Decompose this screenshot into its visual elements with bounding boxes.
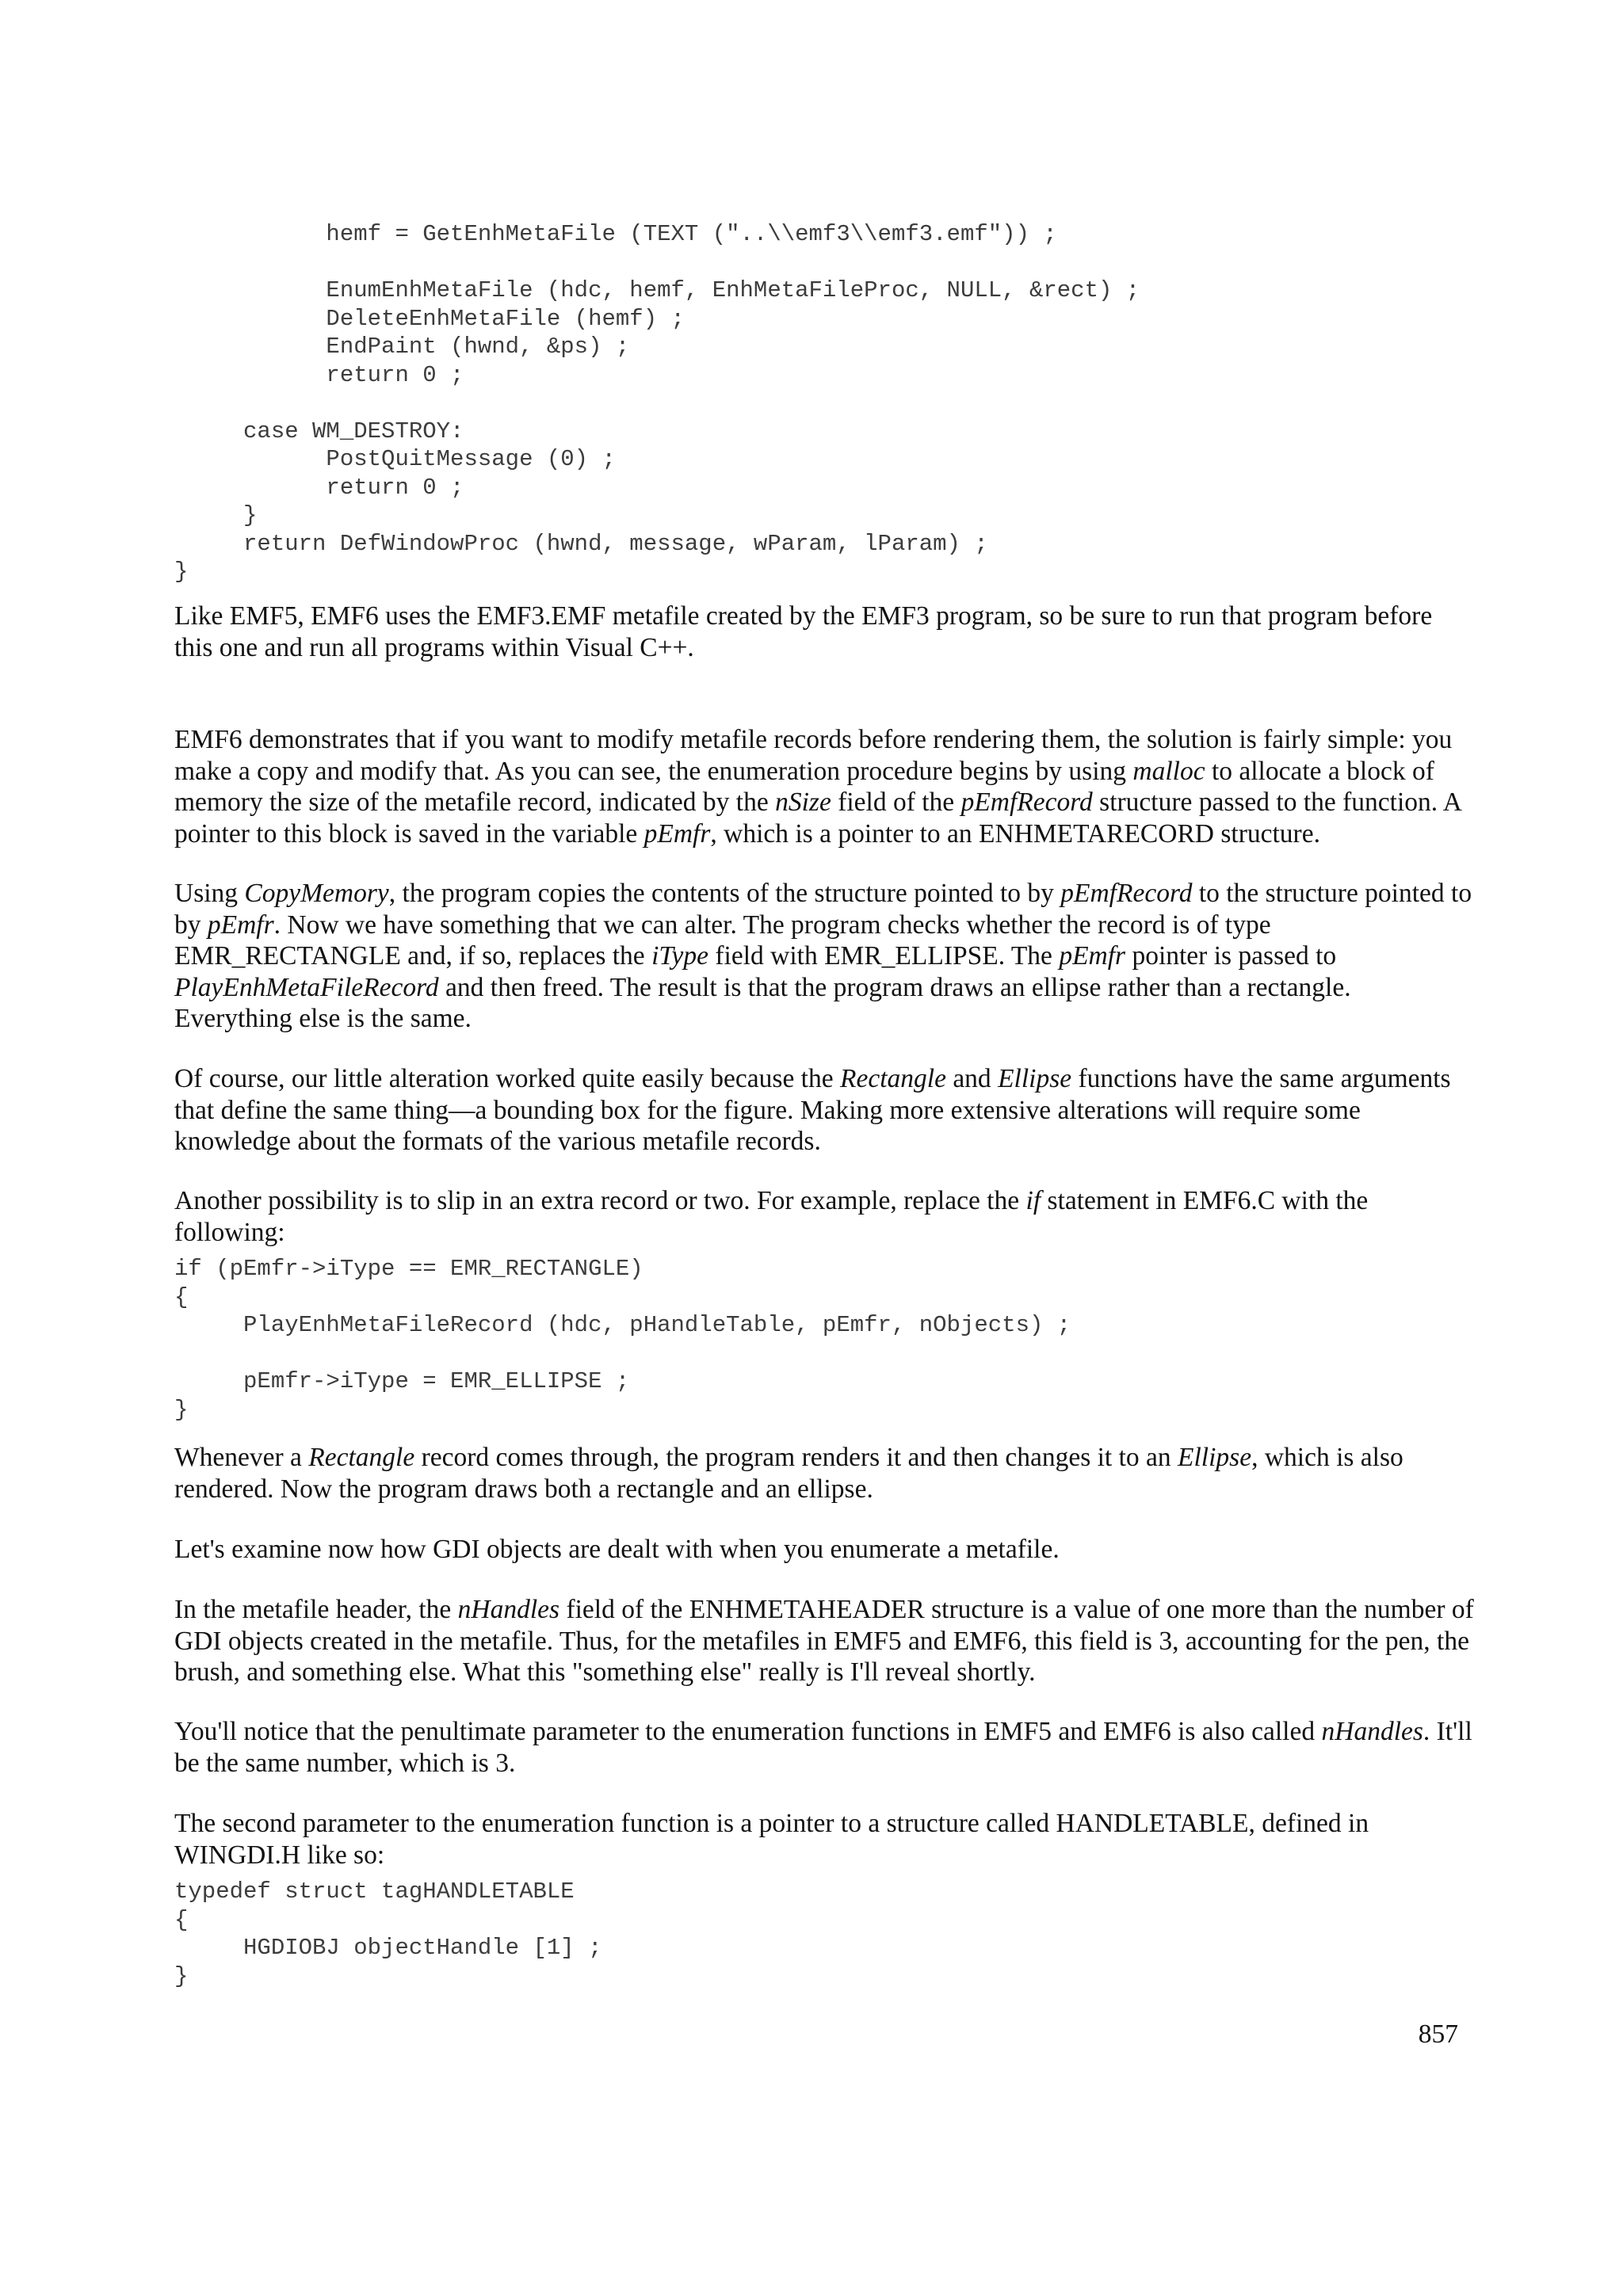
code-line: EndPaint (hwnd, &ps) ;: [174, 334, 630, 360]
code-line: }: [174, 1396, 189, 1423]
code-line: return DefWindowProc (hwnd, message, wParam, lParam) ;: [174, 530, 988, 557]
page-number: 857: [1418, 2019, 1458, 2049]
code-line: typedef struct tagHANDLETABLE: [174, 1878, 575, 1905]
code-term: iType: [651, 941, 709, 971]
code-line: [174, 249, 1140, 277]
code-term: nHandles: [1321, 1717, 1423, 1746]
paragraph-emf3-note: Like EMF5, EMF6 uses the EMF3.EMF metafile created by the EMF3 program, so be sure to run that program before this one and run all programs within Visual C++.: [174, 601, 1433, 662]
paragraph-alteration: Of course, our little alteration worked quite easily because the Rectangle and Ellipse functions have the same arguments that define the same thing—a bounding box for the figure. Making more extensive alterations will require some knowledge about the formats of the various metafile records.: [174, 1064, 1451, 1156]
code-line: }: [174, 502, 258, 528]
code-line: DeleteEnhMetaFile (hemf) ;: [174, 305, 685, 332]
code-line: {: [174, 1906, 189, 1933]
code-line: return 0 ;: [174, 361, 464, 388]
code-line: [174, 389, 1140, 418]
code-line: if (pEmfr->iType == EMR_RECTANGLE): [174, 1256, 643, 1282]
code-line: return 0 ;: [174, 474, 464, 501]
paragraph-nhandles-header: In the metafile header, the nHandles field of the ENHMETAHEADER structure is a value of one more than the number of GDI objects created in the metafile. Thus, for the metafiles in EMF5 and EMF6, this field is 3, accounting for the pen, the brush, and something else. What this "something else" really is I'll reveal shortly.: [174, 1595, 1474, 1687]
code-line: EnumEnhMetaFile (hdc, hemf, EnhMetaFileProc, NULL, &rect) ;: [174, 277, 1140, 303]
paragraph-handletable: The second parameter to the enumeration function is a pointer to a structure called HANDLETABLE, defined in WINGDI.H like so:: [174, 1809, 1369, 1870]
code-line: }: [174, 1962, 189, 1989]
code-line: {: [174, 1283, 189, 1310]
code-term: Ellipse: [1178, 1443, 1252, 1472]
code-term: Ellipse: [998, 1064, 1072, 1093]
paragraph-copy-modify: EMF6 demonstrates that if you want to modify metafile records before rendering them, the solution is fairly simple: you make a copy and modify that. As you can see, the enumeration procedure begins by using malloc to allocate a block of memory the size of the metafile record, indicated by the nSize field of the pEmfRecord structure passed to the function. A pointer to this block is saved in the variable pEmfr, which is a pointer to an ENHMETARECORD structure.: [174, 725, 1461, 849]
code-block-handletable: [174, 1878, 602, 1990]
paragraph-gdi-objects: Let's examine now how GDI objects are dealt with when you enumerate a metafile.: [174, 1535, 1060, 1564]
code-block-if-statement: [174, 1255, 1071, 1424]
code-term: malloc: [1132, 756, 1205, 786]
code-term: pEmfRecord: [960, 788, 1093, 817]
code-term: pEmfr: [207, 910, 274, 940]
code-term: if: [1025, 1186, 1041, 1215]
code-line: hemf = GetEnhMetaFile (TEXT ("..\\emf3\\emf3.emf")) ;: [174, 221, 1057, 247]
paragraph-extra-record: Another possibility is to slip in an extra record or two. For example, replace the if statement in EMF6.C with the following:: [174, 1186, 1369, 1247]
code-term: CopyMemory: [244, 879, 389, 908]
code-line: HGDIOBJ objectHandle [1] ;: [174, 1935, 602, 1961]
code-term: Rectangle: [308, 1443, 415, 1472]
code-block-wndproc: [174, 220, 1140, 586]
code-term: pEmfRecord: [1060, 879, 1193, 908]
code-line: pEmfr->iType = EMR_ELLIPSE ;: [174, 1368, 630, 1394]
code-line: case WM_DESTROY:: [174, 418, 464, 444]
code-term: pEmfr: [1059, 941, 1126, 971]
code-line: PostQuitMessage (0) ;: [174, 446, 616, 472]
code-term: pEmfr: [643, 818, 711, 849]
code-term: nSize: [775, 788, 831, 817]
paragraph-copymemory: Using CopyMemory, the program copies the contents of the structure pointed to by pEmfRecord to the structure pointed to by pEmfr. Now we have something that we can alter. The program checks whether the record is of type EMR_RECTANGLE and, if so, replaces the iType field with EMR_ELLIPSE. The pEmfr pointer is passed to PlayEnhMetaFileRecord and then freed. The result is that the program draws an ellipse rather than a rectangle. Everything else is the same.: [174, 879, 1472, 1033]
code-line: PlayEnhMetaFileRecord (hdc, pHandleTable, pEmfr, nObjects) ;: [174, 1312, 1071, 1338]
code-line: }: [174, 559, 189, 585]
code-term: PlayEnhMetaFileRecord: [174, 972, 439, 1002]
code-term: nHandles: [457, 1595, 560, 1624]
paragraph-penultimate-parameter: You'll notice that the penultimate parameter to the enumeration functions in EMF5 and EMF6 is also called nHandles. It'll be the same number, which is 3.: [174, 1717, 1472, 1778]
code-term: Rectangle: [840, 1064, 946, 1093]
code-line: [174, 1340, 1071, 1368]
paragraph-rectangle-ellipse: Whenever a Rectangle record comes through, the program renders it and then changes it to an Ellipse, which is also rendered. Now the program draws both a rectangle and an ellipse.: [174, 1443, 1403, 1504]
